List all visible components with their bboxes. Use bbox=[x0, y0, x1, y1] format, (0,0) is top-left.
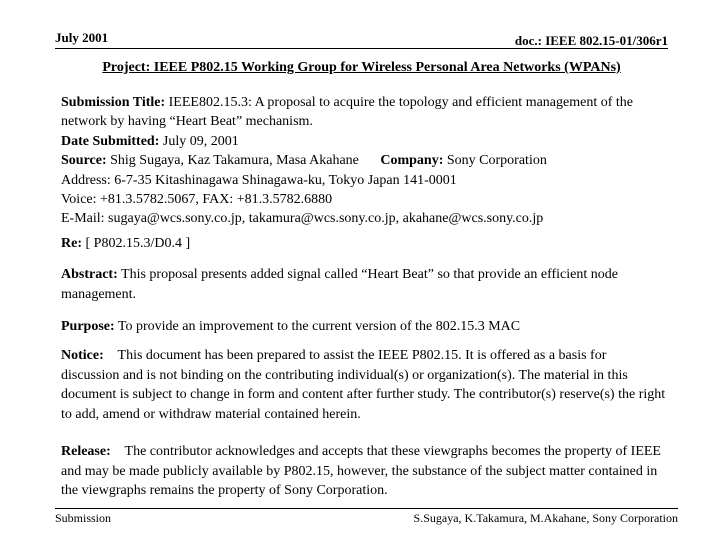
project-title: Project: IEEE P802.15 Working Group for Wireless Personal Area Networks (WPANs) bbox=[102, 60, 621, 75]
submission-title bbox=[61, 93, 668, 132]
abstract-text: This proposal presents added signal called “Heart Beat” so that provide an efficient node management. bbox=[61, 267, 618, 302]
header-divider bbox=[55, 48, 668, 49]
release-paragraph bbox=[61, 442, 668, 500]
release-text: The contributor acknowledges and accepts that these viewgraphs becomes the property of IEEE and may be made publicly available by P802.15, however, the substance of the subject matter contained in the viewgraphs remains the property of Sony Corporation. bbox=[61, 444, 661, 498]
notice-label: Notice: bbox=[61, 348, 104, 364]
purpose-label: Purpose: bbox=[61, 319, 115, 335]
abstract-paragraph bbox=[61, 265, 668, 304]
footer-divider bbox=[55, 508, 678, 509]
date-submitted bbox=[61, 132, 668, 151]
company-label: Company: bbox=[380, 153, 444, 169]
date-submitted-label: Date Submitted: bbox=[61, 133, 160, 149]
purpose-text: To provide an improvement to the current version of the 802.15.3 MAC bbox=[117, 319, 521, 335]
re-label: Re: bbox=[61, 235, 82, 251]
source-text: Shig Sugaya, Kaz Takamura, Masa Akahane bbox=[110, 153, 359, 169]
company-text: Sony Corporation bbox=[446, 153, 547, 169]
date-submitted-text: July 09, 2001 bbox=[162, 133, 239, 149]
purpose-paragraph bbox=[61, 317, 668, 336]
voice-fax-line: Voice: +81.3.5782.5067, FAX: +81.3.5782.6880 bbox=[61, 192, 333, 208]
email-line: E-Mail: sugaya@wcs.sony.co.jp, takamura@wcs.sony.co.jp, akahane@wcs.sony.co.jp bbox=[61, 211, 544, 227]
release-label: Release: bbox=[61, 444, 111, 460]
source-line bbox=[61, 151, 668, 170]
source-label: Source: bbox=[61, 153, 107, 169]
header-doc-id: doc.: IEEE 802.15-01/306r1 bbox=[514, 33, 668, 48]
re-line bbox=[61, 234, 668, 253]
submission-title-text: IEEE802.15.3: A proposal to acquire the topology and efficient management of the network by having “Heart Beat” mechanism. bbox=[61, 95, 633, 130]
re-text: [ P802.15.3/D0.4 ] bbox=[85, 235, 191, 251]
notice-paragraph bbox=[61, 346, 668, 424]
document-body bbox=[61, 93, 668, 500]
address-line: Address: 6-7-35 Kitashinagawa Shinagawa-ku, Tokyo Japan 141-0001 bbox=[61, 172, 457, 188]
submission-title-label: Submission Title: bbox=[61, 95, 166, 110]
notice-text: This document has been prepared to assist the IEEE P802.15. It is offered as a basis for discussion and is not binding on the contributing individual(s) or organization(s). The material in this document is subject to change in form and content after further study. The contributor(s) reserve(s) the right to add, amend or withdraw material contained herein. bbox=[61, 348, 666, 422]
footer-authors: S.Sugaya, K.Takamura, M.Akahane, Sony Corporation bbox=[413, 511, 678, 525]
footer-submission: Submission bbox=[55, 511, 112, 525]
abstract-label: Abstract: bbox=[61, 267, 118, 283]
header-date: July 2001 bbox=[55, 30, 109, 45]
